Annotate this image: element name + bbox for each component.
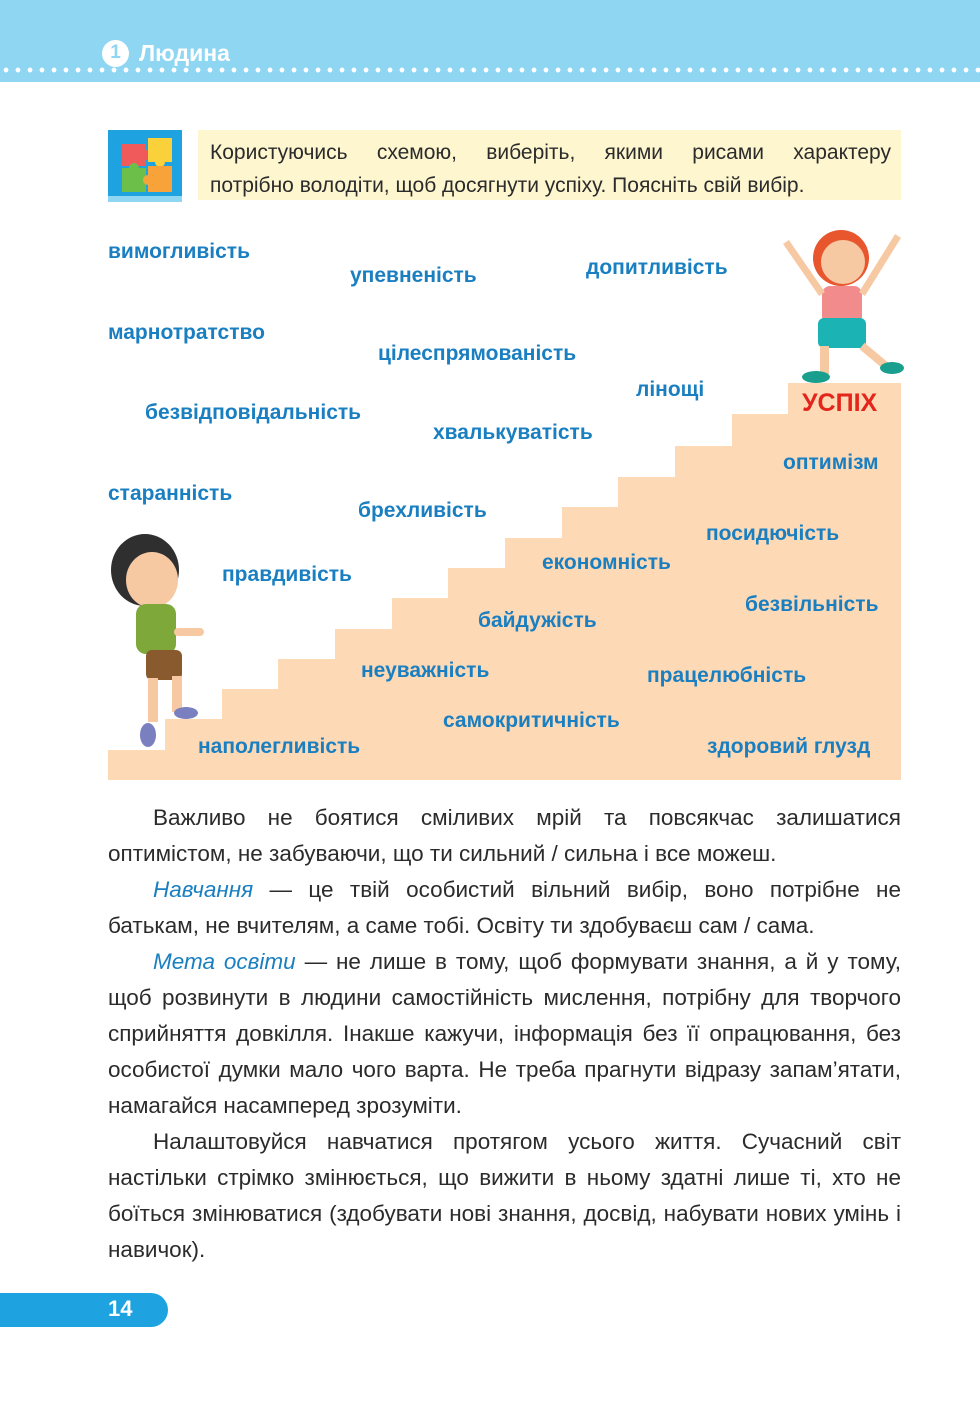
trait-word: лінощі [636,378,705,401]
trait-word: здоровий глузд [707,735,871,758]
trait-word: цілеспрямованість [378,342,577,365]
trait-word: допитливість [586,256,728,279]
trait-word: працелюбність [647,664,807,687]
paragraph-3-text: — не лише в тому, щоб формувати знання, а й у тому, щоб розвинути в людини самостійність мислення, потрібну для творчого сприйняття довкілля. Інакше кажучи, інформація без її опрацювання, без особистої думки мало чого варта. Не треба прагнути відразу запам’ятати, намагайся насамперед зрозуміти. [108,949,901,1118]
trait-word: вимогливість [108,240,250,263]
trait-word: марнотратство [108,321,265,344]
page-number-tab [0,1293,168,1327]
trait-word: економність [542,551,671,574]
paragraph-4 [108,1124,901,1268]
trait-word: наполегливість [198,735,361,758]
paragraph-2 [108,872,901,944]
page-number: 14 [108,1296,133,1321]
trait-word: байдужість [478,609,597,632]
goal-label: УСПІХ [802,389,878,417]
boy-illustration [111,534,204,747]
trait-word: самокритичність [443,709,620,732]
paragraph-1-text: Важливо не боятися сміливих мрій та повсякчас залишатися оптимістом, не забуваючи, що ти сильний / сильна і все можеш. [108,805,901,866]
paragraph-3 [108,944,901,1124]
trait-word: безвідповідальність [145,401,362,424]
task-line-2: потрібно володіти, щоб досягнути успіху. Поясніть свій вибір. [210,174,805,197]
trait-word: хвалькуватість [433,421,593,444]
girl-illustration [786,230,904,383]
term-education-goal: Мета освіти [153,949,296,974]
trait-word: безвільність [745,593,879,616]
chapter-number-badge: 1 [102,40,129,67]
trait-word: правдивість [222,563,352,586]
trait-word: брехливість [358,499,487,522]
trait-word: упевненість [350,264,477,287]
trait-word: посидючість [706,522,840,545]
chapter-title: Людина [139,39,230,66]
paragraph-1 [108,800,901,872]
paragraph-2-text: — це твій особистий вільний вибір, воно потрібне не батькам, не вчителям, а саме тобі. Освіту ти здобуваєш сам / сама. [108,877,901,938]
task-line-1: Користуючись схемою, виберіть, якими рисами характеру [210,141,891,164]
paragraph-4-text: Налаштовуйся навчатися протягом усього життя. Сучасний світ настільки стрімко змінюється, що вижити в ньому здатні лише ті, хто не боїться змінюватися (здобувати нові знання, досвід, набувати нових умінь і навичок). [108,1129,901,1262]
trait-word: неуважність [361,659,490,682]
trait-word: старанність [108,482,233,505]
term-learning: Навчання [153,877,254,902]
trait-word: оптимізм [783,451,879,474]
